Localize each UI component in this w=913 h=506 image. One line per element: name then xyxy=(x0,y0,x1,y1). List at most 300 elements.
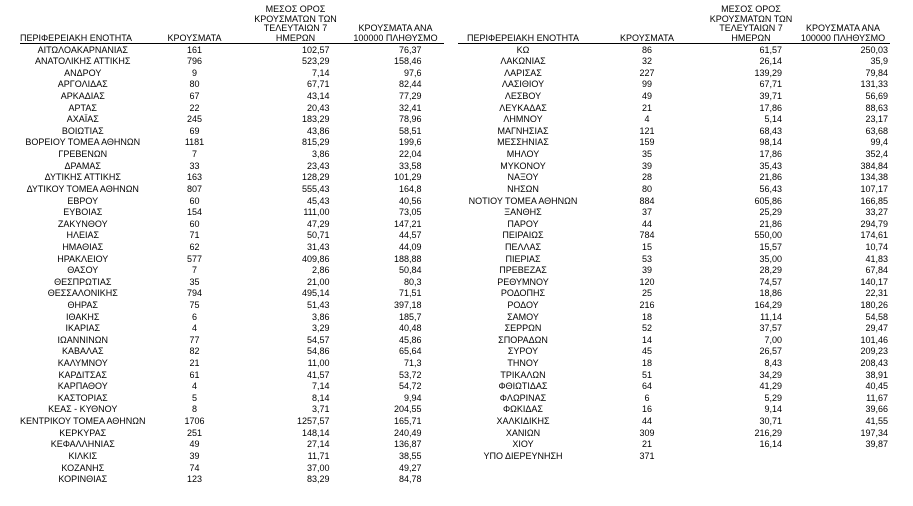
avg7-cell: 68,43 xyxy=(759,125,782,136)
per100k-cell: 35,9 xyxy=(870,56,888,67)
cases-cell: 807 xyxy=(187,183,203,194)
cases-cell: 4 xyxy=(644,114,650,125)
cases-cell: 80 xyxy=(641,183,652,194)
cases-cell: 49 xyxy=(189,439,200,450)
table-row xyxy=(20,474,444,486)
cases-cell: 21 xyxy=(641,439,652,450)
region-cell: ΡΕΘΥΜΝΟΥ xyxy=(497,276,549,287)
avg7-cell: 523,29 xyxy=(301,56,330,67)
region-cell: ΧΑΛΚΙΔΙΚΗΣ xyxy=(496,416,550,427)
cases-cell: 99 xyxy=(641,79,652,90)
region-cell: ΤΡΙΚΑΛΩΝ xyxy=(500,369,546,380)
table-row xyxy=(20,427,444,439)
region-cell: ΘΕΣΠΡΩΤΙΑΣ xyxy=(54,276,112,287)
table-row xyxy=(458,56,890,68)
avg7-cell: 148,14 xyxy=(301,427,330,438)
header-region: ΠΕΡΙΦΕΡΕΙΑΚΗ ΕΝΟΤΗΤΑ xyxy=(20,5,146,44)
avg7-cell: 30,71 xyxy=(759,416,782,427)
region-cell: ΤΗΝΟΥ xyxy=(507,358,539,369)
table-row xyxy=(458,79,890,91)
region-cell: ΚΑΡΠΑΘΟΥ xyxy=(57,381,108,392)
region-cell: ΥΠΟ ΔΙΕΡΕΥΝΗΣΗ xyxy=(483,450,563,461)
region-cell: ΚΕΡΚΥΡΑΣ xyxy=(59,427,107,438)
per100k-cell: 158,46 xyxy=(393,56,422,67)
region-cell: ΧΑΝΙΩΝ xyxy=(505,427,541,438)
table-row xyxy=(20,68,444,80)
per100k-cell: 73,05 xyxy=(398,207,422,218)
table-row xyxy=(20,311,444,323)
cases-cell: 49 xyxy=(641,91,652,102)
cases-cell: 8 xyxy=(192,404,198,415)
cases-cell: 74 xyxy=(189,462,200,473)
cases-cell: 121 xyxy=(639,125,655,136)
table-row xyxy=(20,137,444,149)
region-cell: ΚΑΡΔΙΤΣΑΣ xyxy=(58,369,107,380)
cases-cell: 75 xyxy=(189,299,200,310)
avg7-cell: 47,29 xyxy=(306,218,330,229)
cases-cell: 32 xyxy=(641,56,652,67)
avg7-cell: 139,29 xyxy=(754,67,782,78)
per100k-cell: 204,55 xyxy=(393,404,422,415)
cases-cell: 309 xyxy=(639,427,655,438)
cases-cell: 39 xyxy=(641,265,652,276)
per100k-cell xyxy=(796,451,890,463)
avg7-cell: 41,57 xyxy=(306,369,330,380)
avg7-cell: 9,14 xyxy=(764,404,782,415)
avg7-cell: 11,14 xyxy=(760,311,782,322)
per100k-cell: 174,61 xyxy=(860,230,888,241)
cases-cell: 227 xyxy=(639,67,655,78)
per100k-cell: 71,3 xyxy=(403,358,422,369)
region-cell: ΑΡΓΟΛΙΔΑΣ xyxy=(57,79,108,90)
region-cell: ΣΥΡΟΥ xyxy=(507,346,539,357)
avg7-cell: 495,14 xyxy=(301,288,330,299)
per100k-cell: 49,27 xyxy=(398,462,422,473)
table-row xyxy=(20,126,444,138)
avg7-cell: 21,00 xyxy=(306,276,330,287)
avg7-cell: 25,29 xyxy=(759,207,782,218)
per100k-cell: 40,56 xyxy=(398,195,422,206)
table-row xyxy=(20,102,444,114)
per100k-cell: 208,43 xyxy=(860,358,888,369)
avg7-cell: 21,86 xyxy=(759,218,782,229)
avg7-cell: 7,14 xyxy=(311,67,330,78)
table-row xyxy=(20,393,444,405)
per100k-cell: 250,03 xyxy=(860,44,888,55)
region-cell: ΑΝΑΤΟΛΙΚΗΣ ΑΤΤΙΚΗΣ xyxy=(35,56,131,67)
header-cases: ΚΡΟΥΣΜΑΤΑ xyxy=(588,5,706,44)
cases-cell: 5 xyxy=(192,392,198,403)
table-row xyxy=(458,68,890,80)
avg7-cell: 5,14 xyxy=(764,114,782,125)
table-row xyxy=(20,288,444,300)
region-cell: ΚΟΖΑΝΗΣ xyxy=(61,462,105,473)
per100k-cell: 22,31 xyxy=(865,288,888,299)
cases-cell: 154 xyxy=(187,207,203,218)
table-row xyxy=(20,195,444,207)
cases-cell: 21 xyxy=(641,102,652,113)
avg7-cell: 43,14 xyxy=(306,91,330,102)
table-row xyxy=(20,91,444,103)
table-row xyxy=(20,207,444,219)
per100k-cell: 131,33 xyxy=(860,79,888,90)
table-row xyxy=(458,265,890,277)
per100k-cell: 88,63 xyxy=(865,102,888,113)
avg7-cell: 28,29 xyxy=(759,265,782,276)
table-row xyxy=(20,184,444,196)
per100k-cell: 136,87 xyxy=(393,439,422,450)
header-per100k: ΚΡΟΥΣΜΑΤΑ ΑΝΑ 100000 ΠΛΗΘΥΣΜΟ xyxy=(796,5,890,44)
table-row xyxy=(20,277,444,289)
cases-cell: 51 xyxy=(641,369,652,380)
table-row xyxy=(458,335,890,347)
avg7-cell: 27,14 xyxy=(306,439,330,450)
per100k-cell: 240,49 xyxy=(393,427,422,438)
avg7-cell: 34,29 xyxy=(759,369,782,380)
per100k-cell: 134,38 xyxy=(860,172,888,183)
table-row xyxy=(20,439,444,451)
per100k-cell: 384,84 xyxy=(860,160,888,171)
cases-cell: 86 xyxy=(641,44,652,55)
per100k-cell: 82,44 xyxy=(398,79,422,90)
per100k-cell: 166,85 xyxy=(860,195,888,206)
avg7-cell: 74,57 xyxy=(759,276,782,287)
region-cell: ΚΟΡΙΝΘΙΑΣ xyxy=(58,474,108,485)
region-cell: ΚΑΛΥΜΝΟΥ xyxy=(57,358,108,369)
region-cell: ΞΑΝΘΗΣ xyxy=(504,207,542,218)
avg7-cell: 17,86 xyxy=(759,102,782,113)
table-row xyxy=(20,404,444,416)
cases-cell: 45 xyxy=(641,346,652,357)
region-cell: ΙΚΑΡΙΑΣ xyxy=(65,323,101,334)
per100k-cell: 45,86 xyxy=(398,334,422,345)
per100k-cell: 164,8 xyxy=(398,183,422,194)
avg7-cell: 7,14 xyxy=(311,381,330,392)
per100k-cell: 29,47 xyxy=(865,323,888,334)
table-row xyxy=(20,335,444,347)
per100k-cell: 40,45 xyxy=(865,381,888,392)
table-row xyxy=(458,184,890,196)
table-row xyxy=(458,137,890,149)
region-cell: ΗΡΑΚΛΕΙΟΥ xyxy=(57,253,109,264)
avg7-cell: 21,86 xyxy=(759,172,782,183)
right-header-row xyxy=(458,5,890,44)
avg7-cell: 605,86 xyxy=(754,195,782,206)
table-row xyxy=(458,149,890,161)
region-cell: ΣΑΜΟΥ xyxy=(507,311,539,322)
avg7-cell: 54,57 xyxy=(306,334,330,345)
avg7-cell xyxy=(706,451,796,463)
cases-cell: 60 xyxy=(189,195,200,206)
cases-cell: 39 xyxy=(189,450,200,461)
header-cases: ΚΡΟΥΣΜΑΤΑ xyxy=(146,5,244,44)
avg7-cell: 2,86 xyxy=(311,265,330,276)
region-cell: ΘΕΣΣΑΛΟΝΙΚΗΣ xyxy=(47,288,118,299)
region-cell: ΜΕΣΣΗΝΙΑΣ xyxy=(497,137,549,148)
table-row xyxy=(458,404,890,416)
per100k-cell: 33,27 xyxy=(865,207,888,218)
avg7-cell: 67,71 xyxy=(306,79,330,90)
avg7-cell: 8,14 xyxy=(311,392,330,403)
per100k-cell: 65,64 xyxy=(398,346,422,357)
cases-cell: 69 xyxy=(189,125,200,136)
cases-cell: 15 xyxy=(641,241,652,252)
per100k-cell: 67,84 xyxy=(865,265,888,276)
region-cell: ΡΟΔΟΥ xyxy=(507,299,539,310)
avg7-cell: 15,57 xyxy=(759,241,782,252)
avg7-cell: 111,00 xyxy=(303,207,330,218)
avg7-cell: 7,00 xyxy=(764,334,782,345)
per100k-cell: 71,51 xyxy=(398,288,422,299)
region-cell: ΒΟΙΩΤΙΑΣ xyxy=(61,125,104,136)
region-cell: ΦΩΚΙΔΑΣ xyxy=(503,404,543,415)
region-cell: ΕΒΡΟΥ xyxy=(67,195,99,206)
avg7-cell: 5,29 xyxy=(764,392,782,403)
cases-cell: 7 xyxy=(192,149,198,160)
table-row xyxy=(458,416,890,428)
cases-cell: 6 xyxy=(644,392,650,403)
cases-cell: 33 xyxy=(189,160,200,171)
region-cell: ΛΑΡΙΣΑΣ xyxy=(504,67,542,78)
avg7-cell: 98,14 xyxy=(759,137,782,148)
cases-cell: 1181 xyxy=(184,137,205,148)
region-cell: ΚΩ xyxy=(516,44,530,55)
avg7-cell: 11,71 xyxy=(307,450,330,461)
table-row xyxy=(458,323,890,335)
per100k-cell: 10,74 xyxy=(865,241,888,252)
region-cell: ΜΥΚΟΝΟΥ xyxy=(500,160,546,171)
avg7-cell: 550,00 xyxy=(754,230,782,241)
table-row xyxy=(20,369,444,381)
avg7-cell: 1257,57 xyxy=(296,416,330,427)
region-cell: ΚΑΣΤΟΡΙΑΣ xyxy=(57,392,108,403)
avg7-cell: 54,86 xyxy=(306,346,330,357)
avg7-cell: 43,86 xyxy=(306,125,330,136)
region-cell: ΙΘΑΚΗΣ xyxy=(66,311,100,322)
table-row xyxy=(458,242,890,254)
cases-cell: 18 xyxy=(641,358,652,369)
table-row xyxy=(458,358,890,370)
region-cell: ΘΑΣΟΥ xyxy=(67,265,99,276)
cases-cell: 1706 xyxy=(184,416,205,427)
cases-cell: 123 xyxy=(187,474,203,485)
per100k-cell: 11,67 xyxy=(866,392,888,403)
cases-cell: 784 xyxy=(639,230,655,241)
per100k-cell: 44,57 xyxy=(398,230,422,241)
per100k-cell: 84,78 xyxy=(398,474,422,485)
cases-cell: 77 xyxy=(189,334,200,345)
cases-cell: 14 xyxy=(641,334,652,345)
avg7-cell: 83,29 xyxy=(306,474,330,485)
table-row xyxy=(458,427,890,439)
region-cell: ΚΕΝΤΡΙΚΟΥ ΤΟΜΕΑ ΑΘΗΝΩΝ xyxy=(20,416,146,427)
region-cell: ΛΑΚΩΝΙΑΣ xyxy=(500,56,546,67)
avg7-cell: 102,57 xyxy=(301,44,330,55)
cases-cell: 251 xyxy=(187,427,203,438)
cases-cell: 9 xyxy=(192,67,198,78)
per100k-cell: 39,66 xyxy=(865,404,888,415)
cases-cell: 25 xyxy=(641,288,652,299)
cases-cell: 67 xyxy=(189,91,200,102)
cases-cell: 371 xyxy=(639,450,655,461)
region-cell: ΑΙΤΩΛΟΑΚΑΡΝΑΝΙΑΣ xyxy=(37,44,128,55)
table-row xyxy=(458,300,890,312)
table-row xyxy=(458,91,890,103)
avg7-cell: 164,29 xyxy=(754,299,782,310)
per100k-cell: 79,84 xyxy=(865,67,888,78)
table-row xyxy=(458,44,890,56)
per100k-cell: 209,23 xyxy=(860,346,888,357)
cases-cell: 794 xyxy=(187,288,203,299)
table-row xyxy=(20,346,444,358)
cases-cell: 44 xyxy=(641,218,652,229)
region-cell: ΠΑΡΟΥ xyxy=(507,218,539,229)
avg7-cell: 67,71 xyxy=(759,79,782,90)
region-cell: ΙΩΑΝΝΙΝΩΝ xyxy=(57,334,108,345)
avg7-cell: 56,43 xyxy=(759,183,782,194)
table-row xyxy=(20,416,444,428)
avg7-cell: 26,57 xyxy=(759,346,782,357)
cases-cell: 159 xyxy=(639,137,655,148)
per100k-cell: 58,51 xyxy=(398,125,422,136)
avg7-cell: 18,86 xyxy=(759,288,782,299)
region-cell: ΚΙΛΚΙΣ xyxy=(68,450,98,461)
table-row xyxy=(458,230,890,242)
table-row xyxy=(458,253,890,265)
cases-cell: 80 xyxy=(189,79,200,90)
region-cell: ΛΑΣΙΘΙΟΥ xyxy=(501,79,545,90)
table-row xyxy=(458,195,890,207)
region-cell: ΠΡΕΒΕΖΑΣ xyxy=(499,265,547,276)
table-row xyxy=(20,149,444,161)
per100k-cell: 197,34 xyxy=(860,427,888,438)
cases-cell: 28 xyxy=(641,172,652,183)
per100k-cell: 352,4 xyxy=(865,149,888,160)
per100k-cell: 101,46 xyxy=(860,334,888,345)
per100k-cell: 56,69 xyxy=(865,91,888,102)
avg7-cell: 39,71 xyxy=(759,91,782,102)
per100k-cell: 101,29 xyxy=(393,172,422,183)
avg7-cell: 183,29 xyxy=(301,114,330,125)
region-cell: ΔΡΑΜΑΣ xyxy=(64,160,101,171)
per100k-cell: 294,79 xyxy=(860,218,888,229)
per100k-cell: 22,04 xyxy=(398,149,422,160)
table-row xyxy=(458,439,890,451)
avg7-cell: 409,86 xyxy=(301,253,330,264)
region-cell: ΝΗΣΩΝ xyxy=(507,183,539,194)
per100k-cell: 53,72 xyxy=(398,369,422,380)
right-table-body xyxy=(458,44,890,462)
avg7-cell: 8,43 xyxy=(764,358,782,369)
cases-cell: 4 xyxy=(192,323,198,334)
avg7-cell: 37,00 xyxy=(306,462,330,473)
per100k-cell: 63,68 xyxy=(865,125,888,136)
avg7-cell: 20,43 xyxy=(306,102,330,113)
per100k-cell: 77,29 xyxy=(398,91,422,102)
right-cases-table xyxy=(458,5,890,462)
left-header-row xyxy=(20,5,444,44)
avg7-cell: 37,57 xyxy=(759,323,782,334)
region-cell: ΝΟΤΙΟΥ ΤΟΜΕΑ ΑΘΗΝΩΝ xyxy=(468,195,578,206)
avg7-cell: 11,00 xyxy=(307,358,330,369)
region-cell: ΗΛΕΙΑΣ xyxy=(66,230,100,241)
per100k-cell: 54,72 xyxy=(398,381,422,392)
avg7-cell: 17,86 xyxy=(759,149,782,160)
cases-cell: 61 xyxy=(189,369,200,380)
cases-cell: 60 xyxy=(189,218,200,229)
table-row xyxy=(458,219,890,231)
cases-cell: 53 xyxy=(641,253,652,264)
avg7-cell: 555,43 xyxy=(301,183,330,194)
region-cell: ΗΜΑΘΙΑΣ xyxy=(62,241,104,252)
table-row xyxy=(458,381,890,393)
region-cell: ΑΧΑΪΑΣ xyxy=(66,114,99,125)
region-cell: ΑΝΔΡΟΥ xyxy=(64,67,102,78)
cases-cell: 35 xyxy=(189,276,200,287)
region-cell: ΠΕΛΛΑΣ xyxy=(504,241,542,252)
region-cell: ΕΥΒΟΙΑΣ xyxy=(63,207,103,218)
region-cell: ΒΟΡΕΙΟΥ ΤΟΜΕΑ ΑΘΗΝΩΝ xyxy=(25,137,141,148)
table-row xyxy=(20,160,444,172)
region-cell: ΘΗΡΑΣ xyxy=(67,299,98,310)
table-row xyxy=(458,451,890,463)
per100k-cell: 107,17 xyxy=(860,183,888,194)
table-row xyxy=(458,277,890,289)
region-cell: ΝΑΞΟΥ xyxy=(507,172,539,183)
table-row xyxy=(458,172,890,184)
cases-cell: 577 xyxy=(187,253,203,264)
cases-cell: 71 xyxy=(189,230,200,241)
region-cell: ΣΠΟΡΑΔΩΝ xyxy=(498,334,548,345)
cases-cell: 884 xyxy=(639,195,655,206)
cases-cell: 62 xyxy=(189,241,200,252)
region-cell: ΦΛΩΡΙΝΑΣ xyxy=(499,392,547,403)
table-row xyxy=(20,172,444,184)
table-row xyxy=(20,323,444,335)
per100k-cell: 165,71 xyxy=(393,416,422,427)
per100k-cell: 41,55 xyxy=(865,416,888,427)
table-row xyxy=(458,102,890,114)
table-row xyxy=(458,369,890,381)
table-row xyxy=(20,230,444,242)
cases-cell: 39 xyxy=(641,160,652,171)
left-table-body xyxy=(20,44,444,486)
avg7-cell: 50,71 xyxy=(306,230,330,241)
per100k-cell: 99,4 xyxy=(870,137,888,148)
region-cell: ΜΑΓΝΗΣΙΑΣ xyxy=(497,125,549,136)
table-row xyxy=(20,242,444,254)
table-row xyxy=(20,451,444,463)
avg7-cell: 815,29 xyxy=(301,137,330,148)
avg7-cell: 31,43 xyxy=(306,241,330,252)
cases-cell: 18 xyxy=(641,311,652,322)
table-row xyxy=(20,56,444,68)
cases-cell: 52 xyxy=(641,323,652,334)
table-row xyxy=(20,253,444,265)
region-cell: ΦΘΙΩΤΙΔΑΣ xyxy=(498,381,548,392)
cases-cell: 37 xyxy=(641,207,652,218)
per100k-cell: 50,84 xyxy=(398,265,422,276)
avg7-cell: 3,71 xyxy=(311,404,330,415)
cases-cell: 7 xyxy=(192,265,198,276)
per100k-cell: 147,21 xyxy=(393,218,422,229)
avg7-cell: 3,86 xyxy=(311,149,330,160)
avg7-cell: 35,43 xyxy=(759,160,782,171)
per100k-cell: 44,09 xyxy=(398,241,422,252)
header-region: ΠΕΡΙΦΕΡΕΙΑΚΗ ΕΝΟΤΗΤΑ xyxy=(458,5,588,44)
avg7-cell: 45,43 xyxy=(306,195,330,206)
region-cell: ΖΑΚΥΝΘΟΥ xyxy=(57,218,108,229)
